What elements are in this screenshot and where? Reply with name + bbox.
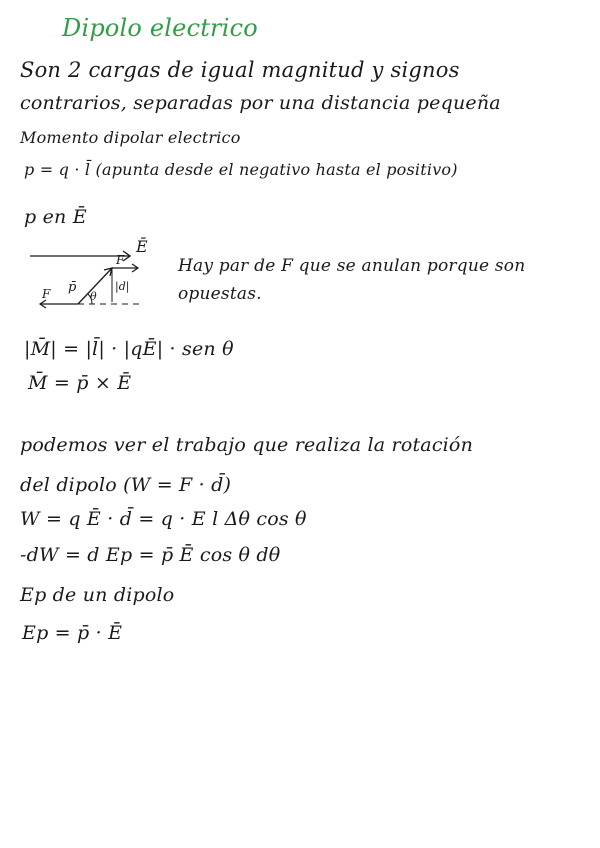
force-left-label: F xyxy=(42,287,51,301)
text-line-5: p en Ē xyxy=(24,206,87,228)
length-label: |d| xyxy=(115,280,130,293)
text-line-14: Ep de un dipolo xyxy=(20,584,175,606)
text-line-2: contrarios, separadas por una distancia pequeña xyxy=(20,92,501,114)
note-title: Dipolo electrico xyxy=(62,14,258,42)
text-line-4: p = q · l̄ (apunta desde el negativo hasta el positivo) xyxy=(24,160,458,179)
text-line-6: Hay par de F que se anulan porque son xyxy=(178,256,526,276)
dipole-diagram xyxy=(20,228,170,318)
text-line-3: Momento dipolar electrico xyxy=(20,128,241,147)
text-line-15: Ep = p̄ · Ē xyxy=(22,622,123,644)
force-right-label: F xyxy=(116,253,125,267)
dipole-label: p̄ xyxy=(68,280,77,295)
text-line-13: -dW = d Ep = p̄ Ē cos θ dθ xyxy=(20,544,281,566)
text-line-9: M̄ = p̄ × Ē xyxy=(28,372,132,394)
text-line-12: W = q Ē · d̄ = q · E l Δθ cos θ xyxy=(20,508,307,530)
field-label: Ē xyxy=(136,237,148,256)
angle-label: θ xyxy=(90,290,97,303)
text-line-7: opuestas. xyxy=(178,284,262,304)
text-line-8: |M̄| = |l̄| · |qĒ| · sen θ xyxy=(24,338,234,360)
text-line-1: Son 2 cargas de igual magnitud y signos xyxy=(20,58,460,82)
text-line-11: del dipolo (W = F · d̄) xyxy=(20,474,232,496)
text-line-10: podemos ver el trabajo que realiza la rotación xyxy=(20,434,474,456)
